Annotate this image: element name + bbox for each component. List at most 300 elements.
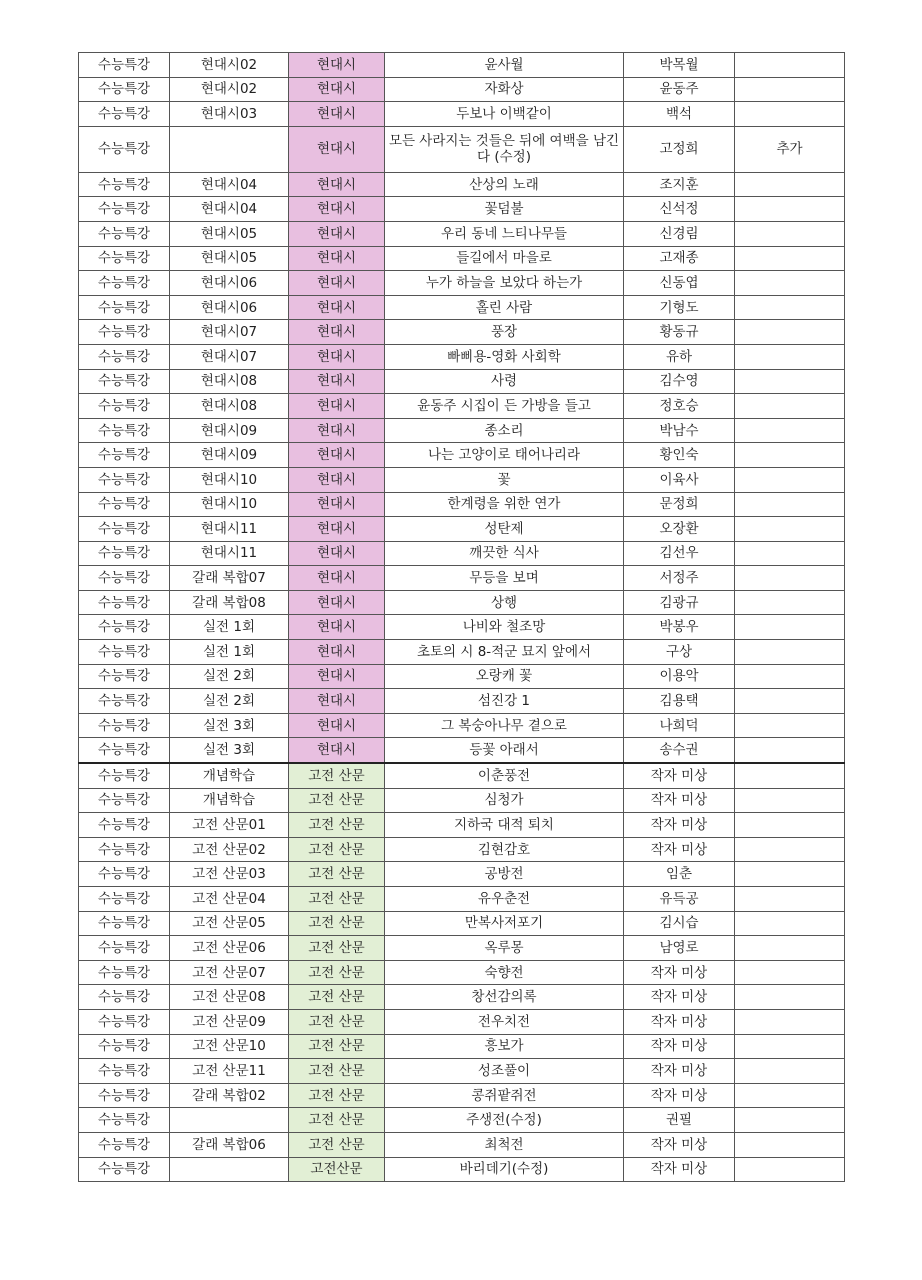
- title-cell: 성조풀이: [385, 1059, 624, 1084]
- author-cell: 작자 미상: [624, 960, 735, 985]
- category-cell: 고전산문: [289, 1157, 385, 1182]
- unit-cell: 현대시05: [170, 221, 289, 246]
- category-cell: 현대시: [289, 590, 385, 615]
- source-cell: 수능특강: [79, 911, 170, 936]
- source-cell: 수능특강: [79, 443, 170, 468]
- table-row: [79, 911, 845, 936]
- table-row: [79, 862, 845, 887]
- unit-cell: 현대시11: [170, 541, 289, 566]
- title-cell: 깨끗한 식사: [385, 541, 624, 566]
- note-cell: [735, 960, 845, 985]
- author-cell: 신경림: [624, 221, 735, 246]
- table-row: [79, 713, 845, 738]
- table-row: [79, 197, 845, 222]
- unit-cell: [170, 126, 289, 172]
- source-cell: 수능특강: [79, 126, 170, 172]
- category-cell: 현대시: [289, 320, 385, 345]
- table-row: [79, 443, 845, 468]
- unit-cell: 갈래 복합07: [170, 566, 289, 591]
- table-row: [79, 1132, 845, 1157]
- title-cell: 빠삐용-영화 사회학: [385, 344, 624, 369]
- table-row: [79, 517, 845, 542]
- category-cell: 현대시: [289, 221, 385, 246]
- note-cell: [735, 102, 845, 127]
- title-cell: 꽃덤불: [385, 197, 624, 222]
- author-cell: 작자 미상: [624, 763, 735, 788]
- title-cell: 들길에서 마을로: [385, 246, 624, 271]
- source-cell: 수능특강: [79, 295, 170, 320]
- source-cell: 수능특강: [79, 517, 170, 542]
- title-cell: 공방전: [385, 862, 624, 887]
- category-cell: 현대시: [289, 246, 385, 271]
- title-cell: 등꽃 아래서: [385, 738, 624, 763]
- table-row: [79, 1009, 845, 1034]
- title-cell: 초토의 시 8-적군 묘지 앞에서: [385, 640, 624, 665]
- title-cell: 성탄제: [385, 517, 624, 542]
- unit-cell: 현대시04: [170, 172, 289, 197]
- note-cell: [735, 738, 845, 763]
- unit-cell: 현대시08: [170, 369, 289, 394]
- author-cell: 임춘: [624, 862, 735, 887]
- unit-cell: 개념학습: [170, 788, 289, 813]
- author-cell: 작자 미상: [624, 985, 735, 1010]
- unit-cell: 현대시09: [170, 418, 289, 443]
- source-cell: 수능특강: [79, 664, 170, 689]
- category-cell: 현대시: [289, 369, 385, 394]
- author-cell: 작자 미상: [624, 1009, 735, 1034]
- note-cell: [735, 541, 845, 566]
- unit-cell: 현대시07: [170, 344, 289, 369]
- table-row: [79, 172, 845, 197]
- note-cell: [735, 53, 845, 78]
- source-cell: 수능특강: [79, 492, 170, 517]
- author-cell: 박봉우: [624, 615, 735, 640]
- title-cell: 옥루몽: [385, 936, 624, 961]
- unit-cell: 고전 산문03: [170, 862, 289, 887]
- source-cell: 수능특강: [79, 320, 170, 345]
- note-cell: [735, 862, 845, 887]
- note-cell: [735, 1083, 845, 1108]
- note-cell: [735, 295, 845, 320]
- note-cell: [735, 1157, 845, 1182]
- category-cell: 현대시: [289, 172, 385, 197]
- unit-cell: 실전 3회: [170, 738, 289, 763]
- author-cell: 김선우: [624, 541, 735, 566]
- note-cell: [735, 640, 845, 665]
- table-row: [79, 1108, 845, 1133]
- table-row: [79, 102, 845, 127]
- category-cell: 고전 산문: [289, 813, 385, 838]
- source-cell: 수능특강: [79, 590, 170, 615]
- category-cell: 고전 산문: [289, 911, 385, 936]
- title-cell: 산상의 노래: [385, 172, 624, 197]
- note-cell: [735, 985, 845, 1010]
- source-cell: 수능특강: [79, 1132, 170, 1157]
- unit-cell: 고전 산문06: [170, 936, 289, 961]
- table-row: [79, 246, 845, 271]
- work-list-table: [78, 52, 845, 1182]
- note-cell: [735, 221, 845, 246]
- note-cell: [735, 369, 845, 394]
- author-cell: 김수영: [624, 369, 735, 394]
- category-cell: 현대시: [289, 541, 385, 566]
- unit-cell: 실전 3회: [170, 713, 289, 738]
- note-cell: [735, 887, 845, 912]
- table-row: [79, 590, 845, 615]
- category-cell: 현대시: [289, 197, 385, 222]
- note-cell: [735, 77, 845, 102]
- table-row: [79, 1157, 845, 1182]
- category-cell: 현대시: [289, 467, 385, 492]
- source-cell: 수능특강: [79, 1157, 170, 1182]
- table-row: [79, 541, 845, 566]
- author-cell: 고정희: [624, 126, 735, 172]
- unit-cell: 현대시04: [170, 197, 289, 222]
- table-row: [79, 320, 845, 345]
- note-cell: [735, 1009, 845, 1034]
- note-cell: [735, 271, 845, 296]
- title-cell: 최척전: [385, 1132, 624, 1157]
- author-cell: 오장환: [624, 517, 735, 542]
- source-cell: 수능특강: [79, 77, 170, 102]
- author-cell: 정호승: [624, 394, 735, 419]
- title-cell: 콩쥐팥쥐전: [385, 1083, 624, 1108]
- source-cell: 수능특강: [79, 394, 170, 419]
- category-cell: 고전 산문: [289, 1083, 385, 1108]
- author-cell: 송수권: [624, 738, 735, 763]
- unit-cell: 고전 산문01: [170, 813, 289, 838]
- author-cell: 김용택: [624, 689, 735, 714]
- source-cell: 수능특강: [79, 197, 170, 222]
- source-cell: 수능특강: [79, 344, 170, 369]
- table-row: [79, 394, 845, 419]
- title-cell: 섬진강 1: [385, 689, 624, 714]
- table-row: [79, 566, 845, 591]
- unit-cell: 현대시02: [170, 53, 289, 78]
- table-row: [79, 615, 845, 640]
- author-cell: 작자 미상: [624, 1083, 735, 1108]
- author-cell: 이용악: [624, 664, 735, 689]
- category-cell: 고전 산문: [289, 985, 385, 1010]
- unit-cell: 실전 1회: [170, 615, 289, 640]
- source-cell: 수능특강: [79, 862, 170, 887]
- unit-cell: 현대시05: [170, 246, 289, 271]
- category-cell: 고전 산문: [289, 960, 385, 985]
- title-cell: 숙향전: [385, 960, 624, 985]
- title-cell: 누가 하늘을 보았다 하는가: [385, 271, 624, 296]
- author-cell: 기형도: [624, 295, 735, 320]
- title-cell: 윤사월: [385, 53, 624, 78]
- unit-cell: 현대시08: [170, 394, 289, 419]
- title-cell: 사령: [385, 369, 624, 394]
- note-cell: 추가: [735, 126, 845, 172]
- table-row: [79, 369, 845, 394]
- table-row: [79, 467, 845, 492]
- unit-cell: 갈래 복합08: [170, 590, 289, 615]
- category-cell: 고전 산문: [289, 837, 385, 862]
- author-cell: 백석: [624, 102, 735, 127]
- source-cell: 수능특강: [79, 887, 170, 912]
- category-cell: 현대시: [289, 517, 385, 542]
- note-cell: [735, 615, 845, 640]
- title-cell: 유우춘전: [385, 887, 624, 912]
- author-cell: 구상: [624, 640, 735, 665]
- author-cell: 작자 미상: [624, 837, 735, 862]
- unit-cell: 현대시06: [170, 271, 289, 296]
- note-cell: [735, 246, 845, 271]
- title-cell: 모든 사라지는 것들은 뒤에 여백을 남긴다 (수정): [385, 126, 624, 172]
- table-row: [79, 344, 845, 369]
- author-cell: 남영로: [624, 936, 735, 961]
- unit-cell: 갈래 복합06: [170, 1132, 289, 1157]
- title-cell: 풍장: [385, 320, 624, 345]
- author-cell: 고재종: [624, 246, 735, 271]
- unit-cell: 갈래 복합02: [170, 1083, 289, 1108]
- table-row: [79, 763, 845, 788]
- table-body: [79, 53, 845, 1182]
- title-cell: 전우치전: [385, 1009, 624, 1034]
- source-cell: 수능특강: [79, 172, 170, 197]
- source-cell: 수능특강: [79, 1009, 170, 1034]
- unit-cell: 고전 산문05: [170, 911, 289, 936]
- category-cell: 고전 산문: [289, 1132, 385, 1157]
- note-cell: [735, 172, 845, 197]
- source-cell: 수능특강: [79, 813, 170, 838]
- title-cell: 바리데기(수정): [385, 1157, 624, 1182]
- source-cell: 수능특강: [79, 689, 170, 714]
- author-cell: 서정주: [624, 566, 735, 591]
- category-cell: 현대시: [289, 102, 385, 127]
- note-cell: [735, 689, 845, 714]
- source-cell: 수능특강: [79, 763, 170, 788]
- unit-cell: 실전 2회: [170, 664, 289, 689]
- table-row: [79, 640, 845, 665]
- table-row: [79, 271, 845, 296]
- source-cell: 수능특강: [79, 271, 170, 296]
- note-cell: [735, 590, 845, 615]
- category-cell: 현대시: [289, 738, 385, 763]
- category-cell: 고전 산문: [289, 862, 385, 887]
- unit-cell: 실전 2회: [170, 689, 289, 714]
- category-cell: 고전 산문: [289, 1059, 385, 1084]
- category-cell: 고전 산문: [289, 887, 385, 912]
- title-cell: 두보나 이백같이: [385, 102, 624, 127]
- title-cell: 종소리: [385, 418, 624, 443]
- category-cell: 고전 산문: [289, 936, 385, 961]
- author-cell: 윤동주: [624, 77, 735, 102]
- source-cell: 수능특강: [79, 1034, 170, 1059]
- note-cell: [735, 467, 845, 492]
- title-cell: 무등을 보며: [385, 566, 624, 591]
- unit-cell: [170, 1108, 289, 1133]
- author-cell: 유하: [624, 344, 735, 369]
- unit-cell: [170, 1157, 289, 1182]
- author-cell: 유득공: [624, 887, 735, 912]
- author-cell: 작자 미상: [624, 1157, 735, 1182]
- author-cell: 신동엽: [624, 271, 735, 296]
- note-cell: [735, 1059, 845, 1084]
- note-cell: [735, 837, 845, 862]
- unit-cell: 현대시02: [170, 77, 289, 102]
- title-cell: 우리 동네 느티나무들: [385, 221, 624, 246]
- source-cell: 수능특강: [79, 738, 170, 763]
- note-cell: [735, 418, 845, 443]
- note-cell: [735, 936, 845, 961]
- author-cell: 박목월: [624, 53, 735, 78]
- source-cell: 수능특강: [79, 788, 170, 813]
- source-cell: 수능특강: [79, 713, 170, 738]
- title-cell: 이춘풍전: [385, 763, 624, 788]
- category-cell: 현대시: [289, 418, 385, 443]
- author-cell: 작자 미상: [624, 1132, 735, 1157]
- title-cell: 김현감호: [385, 837, 624, 862]
- author-cell: 김광규: [624, 590, 735, 615]
- table-row: [79, 77, 845, 102]
- table-row: [79, 53, 845, 78]
- note-cell: [735, 1034, 845, 1059]
- table-row: [79, 960, 845, 985]
- table-row: [79, 295, 845, 320]
- category-cell: 현대시: [289, 443, 385, 468]
- category-cell: 현대시: [289, 271, 385, 296]
- unit-cell: 현대시11: [170, 517, 289, 542]
- unit-cell: 실전 1회: [170, 640, 289, 665]
- title-cell: 윤동주 시집이 든 가방을 들고: [385, 394, 624, 419]
- source-cell: 수능특강: [79, 960, 170, 985]
- table-row: [79, 126, 845, 172]
- category-cell: 고전 산문: [289, 1009, 385, 1034]
- category-cell: 현대시: [289, 344, 385, 369]
- category-cell: 현대시: [289, 492, 385, 517]
- note-cell: [735, 344, 845, 369]
- table-row: [79, 837, 845, 862]
- source-cell: 수능특강: [79, 1108, 170, 1133]
- author-cell: 박남수: [624, 418, 735, 443]
- source-cell: 수능특강: [79, 467, 170, 492]
- author-cell: 작자 미상: [624, 1059, 735, 1084]
- title-cell: 한계령을 위한 연가: [385, 492, 624, 517]
- unit-cell: 현대시06: [170, 295, 289, 320]
- author-cell: 작자 미상: [624, 788, 735, 813]
- author-cell: 나희덕: [624, 713, 735, 738]
- source-cell: 수능특강: [79, 936, 170, 961]
- table-row: [79, 221, 845, 246]
- table-row: [79, 418, 845, 443]
- category-cell: 현대시: [289, 615, 385, 640]
- category-cell: 고전 산문: [289, 1034, 385, 1059]
- source-cell: 수능특강: [79, 221, 170, 246]
- category-cell: 현대시: [289, 394, 385, 419]
- source-cell: 수능특강: [79, 837, 170, 862]
- table-row: [79, 492, 845, 517]
- unit-cell: 고전 산문02: [170, 837, 289, 862]
- table-row: [79, 1059, 845, 1084]
- source-cell: 수능특강: [79, 1083, 170, 1108]
- title-cell: 오랑캐 꽃: [385, 664, 624, 689]
- source-cell: 수능특강: [79, 640, 170, 665]
- unit-cell: 현대시09: [170, 443, 289, 468]
- note-cell: [735, 1132, 845, 1157]
- source-cell: 수능특강: [79, 985, 170, 1010]
- note-cell: [735, 197, 845, 222]
- author-cell: 신석정: [624, 197, 735, 222]
- unit-cell: 고전 산문08: [170, 985, 289, 1010]
- category-cell: 현대시: [289, 53, 385, 78]
- title-cell: 나비와 철조망: [385, 615, 624, 640]
- table-row: [79, 788, 845, 813]
- unit-cell: 개념학습: [170, 763, 289, 788]
- title-cell: 흥보가: [385, 1034, 624, 1059]
- table-row: [79, 1034, 845, 1059]
- unit-cell: 현대시07: [170, 320, 289, 345]
- category-cell: 고전 산문: [289, 763, 385, 788]
- note-cell: [735, 813, 845, 838]
- category-cell: 현대시: [289, 566, 385, 591]
- table-row: [79, 689, 845, 714]
- unit-cell: 고전 산문04: [170, 887, 289, 912]
- source-cell: 수능특강: [79, 541, 170, 566]
- author-cell: 황인숙: [624, 443, 735, 468]
- title-cell: 심청가: [385, 788, 624, 813]
- table-row: [79, 738, 845, 763]
- title-cell: 창선감의록: [385, 985, 624, 1010]
- note-cell: [735, 443, 845, 468]
- title-cell: 만복사저포기: [385, 911, 624, 936]
- note-cell: [735, 788, 845, 813]
- source-cell: 수능특강: [79, 102, 170, 127]
- title-cell: 지하국 대적 퇴치: [385, 813, 624, 838]
- table-row: [79, 813, 845, 838]
- title-cell: 상행: [385, 590, 624, 615]
- source-cell: 수능특강: [79, 615, 170, 640]
- note-cell: [735, 763, 845, 788]
- source-cell: 수능특강: [79, 418, 170, 443]
- category-cell: 현대시: [289, 295, 385, 320]
- title-cell: 홀린 사람: [385, 295, 624, 320]
- table-row: [79, 936, 845, 961]
- category-cell: 현대시: [289, 713, 385, 738]
- author-cell: 황동규: [624, 320, 735, 345]
- unit-cell: 고전 산문10: [170, 1034, 289, 1059]
- unit-cell: 현대시10: [170, 467, 289, 492]
- note-cell: [735, 911, 845, 936]
- source-cell: 수능특강: [79, 53, 170, 78]
- unit-cell: 현대시10: [170, 492, 289, 517]
- source-cell: 수능특강: [79, 566, 170, 591]
- note-cell: [735, 394, 845, 419]
- unit-cell: 고전 산문07: [170, 960, 289, 985]
- author-cell: 작자 미상: [624, 1034, 735, 1059]
- table-row: [79, 664, 845, 689]
- note-cell: [735, 664, 845, 689]
- note-cell: [735, 492, 845, 517]
- author-cell: 작자 미상: [624, 813, 735, 838]
- source-cell: 수능특강: [79, 1059, 170, 1084]
- author-cell: 조지훈: [624, 172, 735, 197]
- author-cell: 권필: [624, 1108, 735, 1133]
- title-cell: 꽃: [385, 467, 624, 492]
- source-cell: 수능특강: [79, 369, 170, 394]
- table-row: [79, 1083, 845, 1108]
- category-cell: 현대시: [289, 77, 385, 102]
- title-cell: 주생전(수정): [385, 1108, 624, 1133]
- note-cell: [735, 517, 845, 542]
- table-row: [79, 985, 845, 1010]
- category-cell: 고전 산문: [289, 788, 385, 813]
- note-cell: [735, 320, 845, 345]
- note-cell: [735, 566, 845, 591]
- source-cell: 수능특강: [79, 246, 170, 271]
